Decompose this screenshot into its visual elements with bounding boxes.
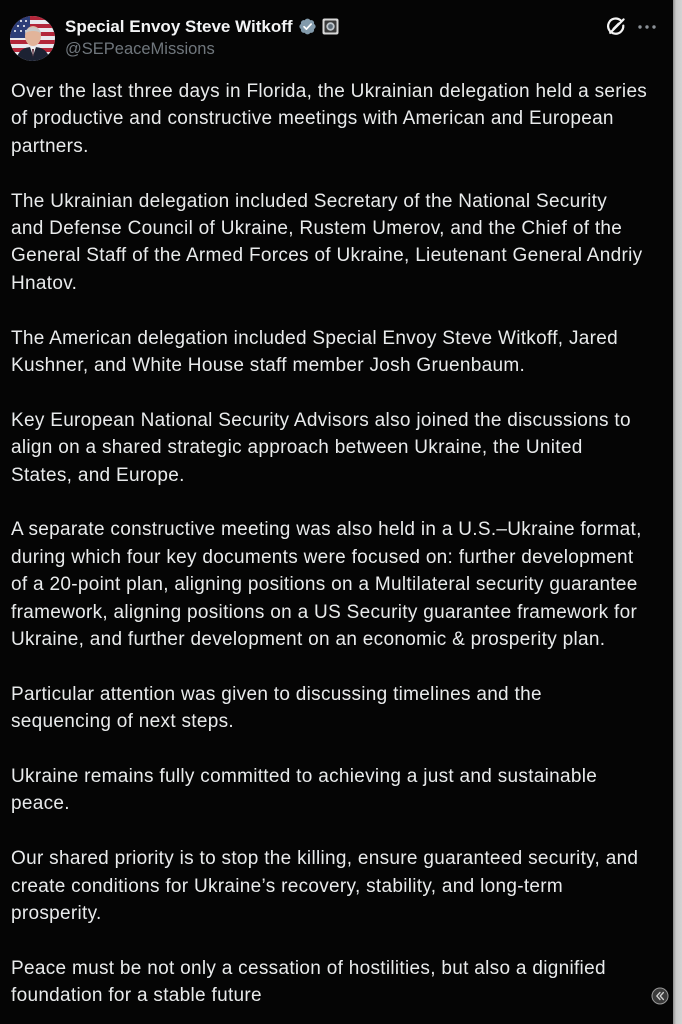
post-text-line: framework, aligning positions on a US Security guarantee framework for [11,601,638,623]
post-text-line: General Staff of the Armed Forces of Ukraine, Lieutenant General Andriy [11,245,643,267]
more-options-icon[interactable] [635,17,659,37]
post-text [11,78,666,1024]
author-avatar[interactable] [10,16,55,61]
post-text-line: The Ukrainian delegation included Secretary of the National Security [11,190,608,212]
post-text-line: of productive and constructive meetings with American and European [11,108,614,130]
page-edge [673,0,682,1024]
grok-icon[interactable] [605,16,627,38]
post-text-line: The American delegation included Special Envoy Steve Witkoff, Jared [11,327,618,349]
post-paragraph [11,188,666,298]
post-paragraph [11,681,666,736]
author-name[interactable]: Special Envoy Steve Witkoff [65,17,293,36]
post-paragraph [11,763,666,818]
post-text-line: Peace must be not only a cessation of hostilities, but also a dignified [11,957,606,979]
post-text-line: and Defense Council of Ukraine, Rustem Umerov, and the Chief of the [11,218,623,240]
post-text-line: Kushner, and White House staff member Josh Gruenbaum. [11,355,526,377]
post-paragraph [11,955,666,1010]
post-text-line: Key European National Security Advisors also joined the discussions to [11,409,631,431]
verified-badge-icon[interactable] [298,17,317,36]
post-paragraph [11,516,666,653]
post-text-line: partners. [11,135,89,157]
post-paragraph [11,845,666,927]
post-paragraph [11,325,666,380]
post-text-line: Ukraine, and further development on an economic & prosperity plan. [11,629,606,651]
post-text-line: Our shared priority is to stop the killing, ensure guaranteed security, and [11,848,639,870]
post-paragraph [11,407,666,489]
post-text-line: States, and Europe. [11,464,185,486]
post-text-line: Ukraine remains fully committed to achieving a just and sustainable [11,766,598,788]
post-text-line: create conditions for Ukraine’s recovery, stability, and long-term [11,875,564,897]
government-affiliate-icon[interactable] [322,18,339,35]
post-text-line: Over the last three days in Florida, the Ukrainian delegation held a series [11,81,648,102]
post-text-line: during which four key documents were focused on: further development [11,546,634,568]
post-text-line: A separate constructive meeting was also held in a U.S.–Ukraine format, [11,519,642,541]
post-text-line: align on a shared strategic approach between Ukraine, the United [11,437,583,459]
post-text-line: foundation for a stable future [11,985,262,1007]
post-text-line: Particular attention was given to discussing timelines and the [11,683,542,705]
post-paragraph [11,78,666,160]
post-text-line: peace. [11,793,70,815]
post-text-line: of a 20-point plan, aligning positions on a Multilateral security guarantee [11,574,638,596]
post-text-line: Hnatov. [11,272,78,294]
author-handle[interactable]: @SEPeaceMissions [65,40,215,58]
chevron-double-left-icon [651,987,669,1005]
post-text-line: prosperity. [11,903,102,925]
post-text-line: sequencing of next steps. [11,711,234,733]
